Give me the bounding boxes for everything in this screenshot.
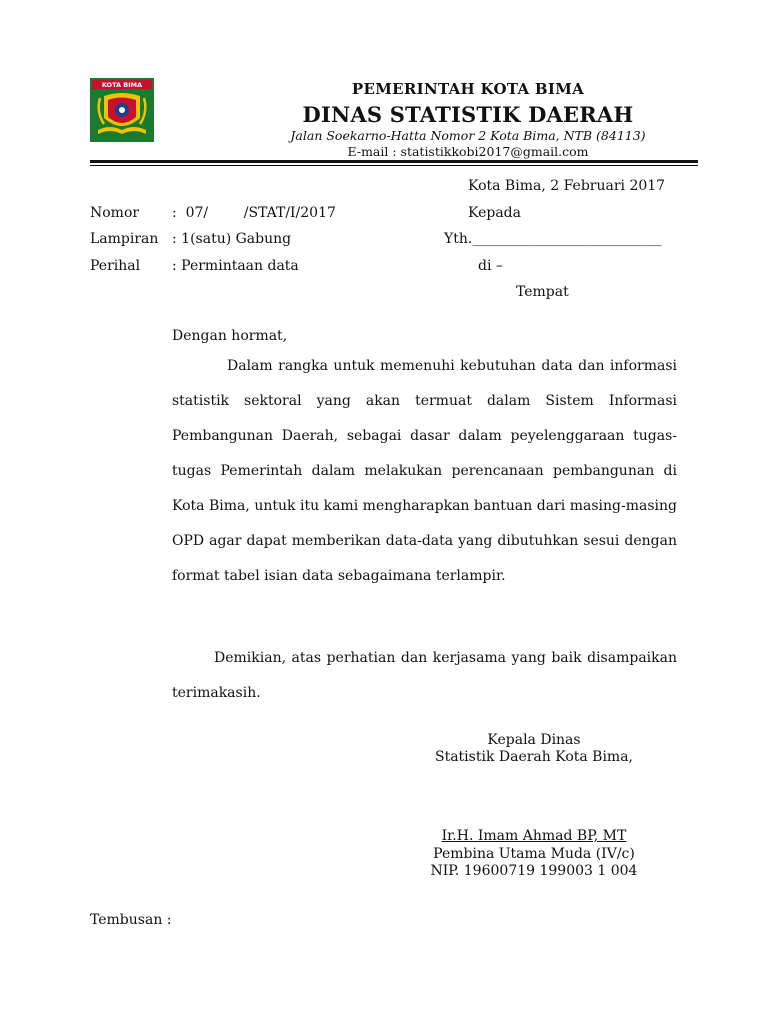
header-government: PEMERINTAH KOTA BIMA	[351, 80, 585, 98]
logo-text: KOTA BIMA	[101, 81, 143, 89]
signatory-nip: NIP. 19600719 199003 1 004	[430, 863, 638, 879]
recipient-kepada: Kepada	[468, 205, 521, 221]
lampiran-label: Lampiran	[90, 231, 159, 247]
perihal-value: : Permintaan data	[172, 258, 299, 274]
header-agency: DINAS STATISTIK DAERAH	[302, 102, 634, 127]
nomor-value: : 07/ /STAT/I/2017	[172, 205, 336, 221]
letter-date: Kota Bima, 2 Februari 2017	[468, 178, 666, 194]
kota-bima-logo	[90, 78, 154, 142]
recipient-tempat: Tempat	[516, 284, 569, 300]
nomor-label: Nomor	[90, 205, 140, 221]
letterhead-rule-thin	[90, 165, 698, 166]
salutation: Dengan hormat,	[172, 328, 288, 344]
lampiran-value: : 1(satu) Gabung	[172, 231, 292, 247]
recipient-yth: Yth.___________________________	[444, 231, 662, 247]
signature-title-2: Statistik Daerah Kota Bima,	[434, 749, 634, 765]
perihal-label: Perihal	[90, 258, 141, 274]
header-address: Jalan Soekarno-Hatta Nomor 2 Kota Bima, NTB (84113)	[290, 128, 646, 143]
recipient-di: di –	[478, 258, 503, 274]
signatory-rank: Pembina Utama Muda (IV/c)	[433, 846, 635, 862]
body-paragraph-1: Dalam rangka untuk memenuhi kebutuhan data dan informasi statistik sektoral yang akan termuat dalam Sistem Informasi Pembangunan Daerah, sebagai dasar dalam peyelenggaraan tugas-tugas Pemerintah dalam melakukan perencanaan pembangunan di Kota Bima, untuk itu kami mengharapkan bantuan dari masing-masing OPD agar dapat memberikan data-data yang dibutuhkan sesui dengan format tabel isian data sebagaimana terlampir.	[172, 358, 677, 584]
header-email: E-mail : statistikkobi2017@gmail.com	[347, 144, 589, 159]
signatory-name: Ir.H. Imam Ahmad BP, MT	[441, 828, 627, 844]
signature-title-1: Kepala Dinas	[487, 732, 581, 748]
letterhead-rule-thick	[90, 160, 698, 163]
tembusan-label: Tembusan :	[90, 912, 172, 928]
body-paragraph-2: Demikian, atas perhatian dan kerjasama yang baik disampaikan terimakasih.	[172, 650, 677, 701]
